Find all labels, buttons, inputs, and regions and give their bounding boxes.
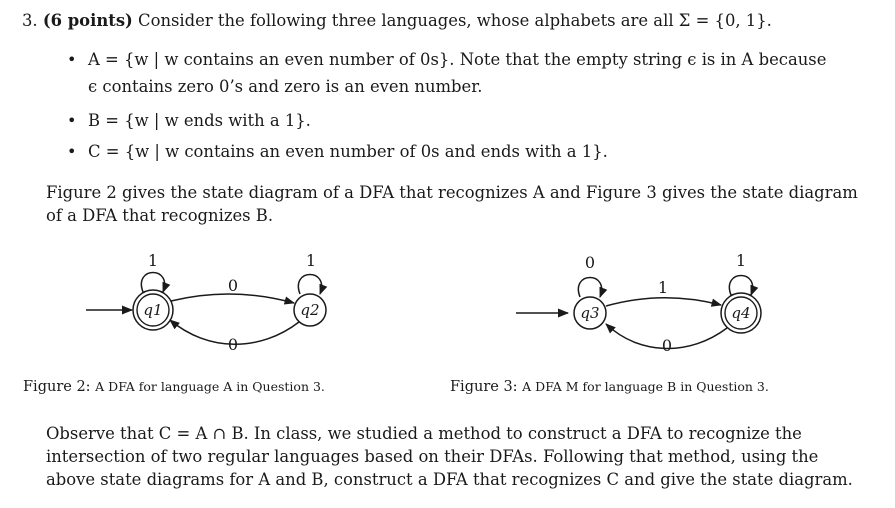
bullet-a-line2: ϵ contains zero 0’s and zero is an even number. [88,77,483,96]
loop-q2-label: 1 [305,251,317,270]
loop-q1-label: 1 [147,251,159,270]
edge-q4-q3 [606,324,727,349]
observe-line3: above state diagrams for A and B, construct a DFA that recognizes C and give the state diagram. [46,470,853,489]
figure3-graph [516,251,761,355]
state-q4-inner [725,297,757,329]
question-header [22,11,772,31]
edge-q1-q2 [171,294,294,303]
edge-q2-q1-label: 0 [227,335,239,354]
edge-q3-q4 [606,298,721,306]
observe-line2: intersection of two regular languages based on their DFAs. Following that method, using the [46,447,819,466]
self-loop-q1 [141,273,164,293]
question-number: 3. [22,11,38,30]
figure3-caption-label: Figure 3: [450,379,518,395]
state-q4-outer [721,293,761,333]
state-q4-label: q4 [731,304,751,322]
bullet-dot: • [67,142,77,161]
figure2-graph [86,251,326,354]
edge-q1-q2-label: 0 [227,276,239,295]
figures-intro-line1: Figure 2 gives the state diagram of a DFA that recognizes A and Figure 3 gives the state diagram [46,183,858,202]
state-q3 [574,297,606,329]
figure2-caption-text: A DFA for language A in Question 3. [95,379,325,394]
state-q3-label: q3 [580,304,600,322]
observe-line1: Observe that C = A ∩ B. In class, we studied a method to construct a DFA to recognize the [46,424,802,443]
figures-intro-line2: of a DFA that recognizes B. [46,206,274,225]
state-q1-outer [133,290,173,330]
bullet-c-line: C = {w | w contains an even number of 0s and ends with a 1}. [88,142,608,161]
state-q2-label: q2 [300,301,320,319]
question-points: (6 points) [42,11,133,30]
question-intro: Consider the following three languages, whose alphabets are all Σ = {0, 1}. [138,11,772,30]
self-loop-q4 [729,276,752,296]
state-q1-inner [137,294,169,326]
state-q1-label: q1 [143,301,163,319]
self-loop-q3 [578,278,601,298]
bullet-dot: • [67,111,77,130]
bullet-dot: • [67,50,77,69]
bullet-b-line: B = {w | w ends with a 1}. [88,111,311,130]
loop-q4-label: 1 [735,251,747,270]
bullet-a-line1: A = {w | w contains an even number of 0s}. Note that the empty string ϵ is in A because [88,50,827,69]
edge-q4-q3-label: 0 [661,336,673,355]
figure3-caption-text: A DFA M for language B in Question 3. [522,379,769,394]
figure3-caption [450,378,769,396]
figure2-caption [23,378,325,396]
figure2-caption-label: Figure 2: [23,379,91,395]
edge-q2-q1 [170,320,299,344]
state-q2 [294,294,326,326]
self-loop-q2 [298,275,321,295]
loop-q3-label: 0 [584,253,596,272]
edge-q3-q4-label: 1 [657,278,669,297]
